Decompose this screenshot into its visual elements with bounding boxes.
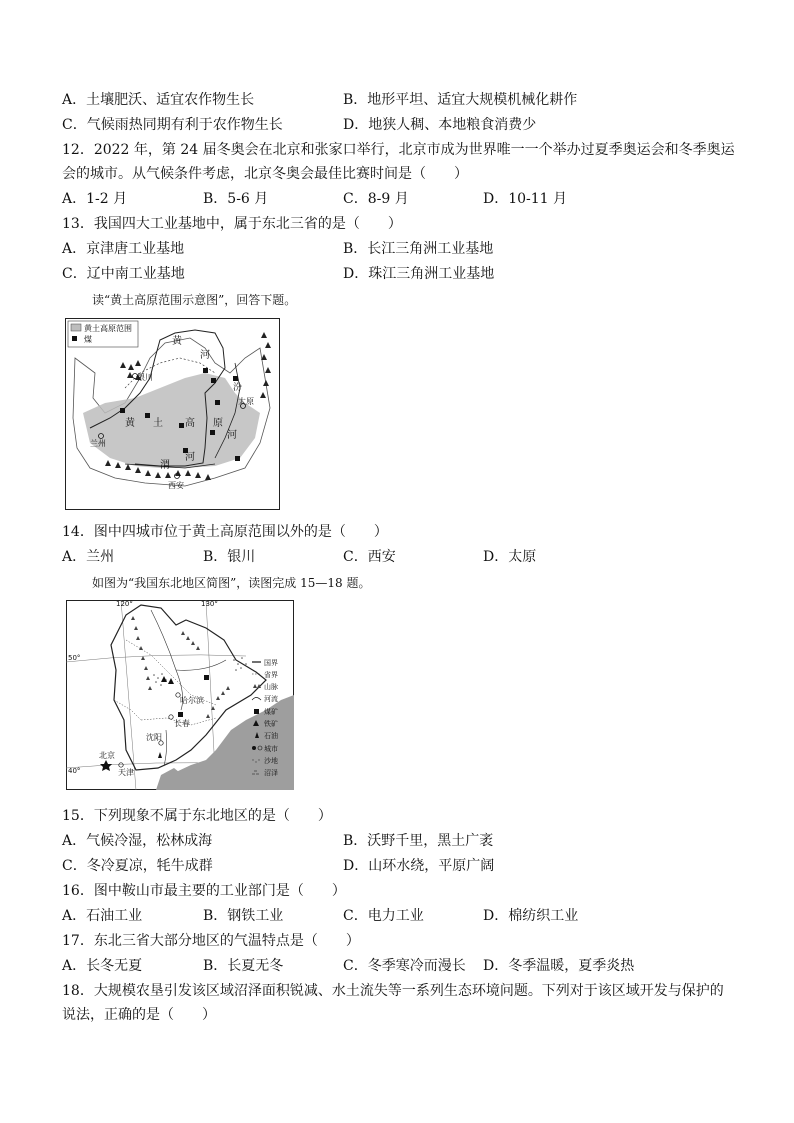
legend-range-label: 黄土高原范围 xyxy=(84,324,132,333)
q16-option-a: A．石油工业 xyxy=(62,908,143,924)
label-huang-plateau: 黄 xyxy=(125,418,135,429)
q14-option-a: A．兰州 xyxy=(62,549,115,565)
q16-option-d: D．棉纺织工业 xyxy=(483,908,579,924)
legend-chengshi: 城市 xyxy=(264,745,278,753)
q12-stem-line1: 12．2022 年，第 24 届冬奥会在北京和张家口举行，北京市成为世界唯一一个举办过夏季奥运会和冬季奥运 xyxy=(62,142,735,158)
q14-option-c: C．西安 xyxy=(343,549,396,565)
label-he-wei: 河 xyxy=(185,452,195,463)
loess-plateau-map xyxy=(65,318,280,510)
legend-shiyou: 石油 xyxy=(264,732,278,740)
label-yinchuan: 银川 xyxy=(137,373,153,382)
label-lon-130: 130° xyxy=(201,600,218,608)
q15-option-d: D．山环水绕，平原广阔 xyxy=(343,858,495,874)
q17-option-a: A．长冬无夏 xyxy=(62,958,143,974)
legend-shengjie: 省界 xyxy=(264,671,278,679)
q12-option-b: B．5-6 月 xyxy=(203,191,269,207)
q16-option-b: B．钢铁工业 xyxy=(203,908,284,924)
q13-stem: 13．我国四大工业基地中，属于东北三省的是（ ） xyxy=(62,216,402,232)
legend-meikuang: 煤矿 xyxy=(264,708,278,716)
q11-option-b: B．地形平坦、适宜大规模机械化耕作 xyxy=(343,92,578,108)
label-lat-40: 40° xyxy=(68,767,81,775)
legend-guojie: 国界 xyxy=(264,659,278,667)
q17-option-b: B．长夏无冬 xyxy=(203,958,284,974)
q15-stem: 15．下列现象不属于东北地区的是（ ） xyxy=(62,808,332,824)
q11-option-c: C．气候雨热同期有利于农作物生长 xyxy=(62,117,283,133)
legend-coal-label: 煤 xyxy=(84,335,92,344)
legend-shadi: 沙地 xyxy=(264,757,278,765)
label-tu: 土 xyxy=(153,418,163,429)
q18-stem-line2: 说法，正确的是（ ） xyxy=(62,1007,216,1023)
ne-map-intro: 如图为“我国东北地区简图”，读图完成 15—18 题。 xyxy=(92,576,371,590)
label-lon-120: 120° xyxy=(116,600,133,608)
label-gao: 高 xyxy=(185,418,195,429)
q12-stem-line2: 会的城市。从气候条件考虑，北京冬奥会最佳比赛时间是（ ） xyxy=(62,166,468,182)
q12-option-d: D．10-11 月 xyxy=(483,191,568,207)
q13-option-b: B．长江三角洲工业基地 xyxy=(343,241,494,257)
q12-option-c: C．8-9 月 xyxy=(343,191,409,207)
q13-option-a: A．京津唐工业基地 xyxy=(62,241,185,257)
label-tianjin: 天津 xyxy=(118,768,134,777)
label-he-top: 河 xyxy=(200,350,210,361)
q13-option-c: C．辽中南工业基地 xyxy=(62,266,185,282)
legend-shanmai: 山脉 xyxy=(264,683,278,691)
q11-option-d: D．地狭人稠、本地粮食消费少 xyxy=(343,117,537,133)
label-he-east: 河 xyxy=(227,430,237,441)
q15-option-a: A．气候冷湿，松林成海 xyxy=(62,833,213,849)
q14-option-d: D．太原 xyxy=(483,549,537,565)
legend-zhaoze: 沼泽 xyxy=(264,769,278,777)
label-xian: 西安 xyxy=(168,481,184,490)
q15-option-b: B．沃野千里，黑土广袤 xyxy=(343,833,494,849)
q12-option-a: A．1-2 月 xyxy=(62,191,128,207)
label-shenyang: 沈阳 xyxy=(146,733,162,742)
q16-option-c: C．电力工业 xyxy=(343,908,424,924)
label-lat-50: 50° xyxy=(68,654,81,662)
q14-stem: 14．图中四城市位于黄土高原范围以外的是（ ） xyxy=(62,524,388,540)
legend-heliu: 河流 xyxy=(264,695,278,703)
label-changchun: 长春 xyxy=(174,719,190,728)
q18-stem-line1: 18．大规模农垦引发该区域沼泽面积锐减、水土流失等一系列生态环境问题。下列对于该区域开发与保护的 xyxy=(62,983,724,999)
label-lanzhou: 兰州 xyxy=(90,439,106,448)
label-harbin: 哈尔滨 xyxy=(180,696,204,705)
q15-option-c: C．冬冷夏凉，牦牛成群 xyxy=(62,858,213,874)
q17-stem: 17．东北三省大部分地区的气温特点是（ ） xyxy=(62,933,360,949)
label-taiyuan: 太原 xyxy=(238,397,254,406)
label-wei: 渭 xyxy=(160,460,170,471)
q17-option-c: C．冬季寒冷而漫长 xyxy=(343,958,466,974)
q14-option-b: B．银川 xyxy=(203,549,256,565)
q16-stem: 16．图中鞍山市最主要的工业部门是（ ） xyxy=(62,883,346,899)
q17-option-d: D．冬季温暖，夏季炎热 xyxy=(483,958,635,974)
northeast-china-map xyxy=(66,600,294,790)
label-yuan: 原 xyxy=(213,418,223,429)
q13-option-d: D．珠江三角洲工业基地 xyxy=(343,266,495,282)
label-beijing: 北京 xyxy=(99,751,115,760)
legend-tiekuang: 铁矿 xyxy=(264,720,278,728)
q11-option-a: A．土壤肥沃、适宜农作物生长 xyxy=(62,92,255,108)
loess-map-intro: 读“黄土高原范围示意图”，回答下题。 xyxy=(92,293,297,307)
label-fen: 汾 xyxy=(233,383,243,393)
label-huang-top: 黄 xyxy=(172,336,182,347)
